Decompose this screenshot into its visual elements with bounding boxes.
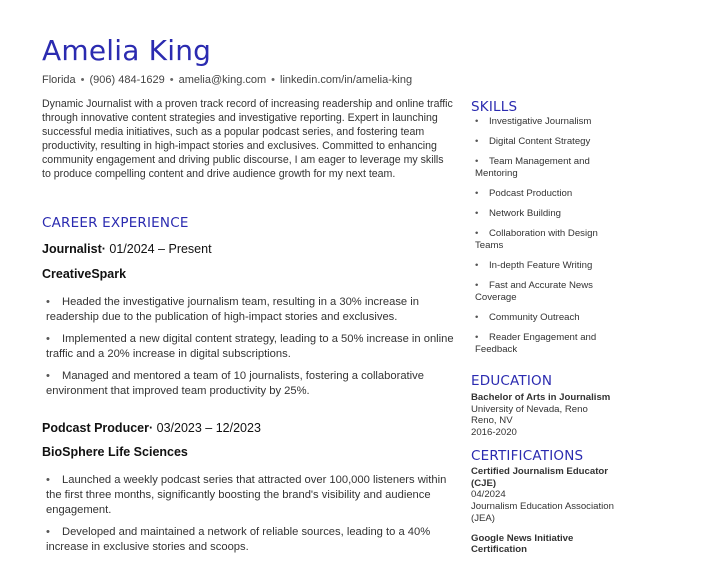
- job-bullet: [46, 295, 456, 325]
- skill-item: [475, 136, 610, 148]
- certification-name: Certified Journalism Educator (CJE): [471, 466, 609, 489]
- company-name: CreativeSpark: [42, 267, 127, 281]
- job-bullet-text: Developed and maintained a network of reliable sources, leading to a 40% increase in exclusive stories and scoops.: [46, 526, 431, 553]
- certification-issuer: Journalism Education Association (JEA): [471, 501, 614, 524]
- location-text: Florida: [42, 74, 76, 86]
- candidate-name: Amelia King: [42, 34, 212, 67]
- contact-line: [42, 74, 412, 86]
- job-bullet-list: [46, 473, 456, 562]
- job-bullet: [46, 369, 456, 399]
- skill-item: [475, 260, 610, 272]
- bullet-dot: •: [475, 136, 479, 147]
- job-title: Podcast Producer: [42, 421, 149, 435]
- contact-separator: •: [271, 74, 276, 86]
- school-name: University of Nevada, Reno: [471, 403, 588, 415]
- career-experience-heading: CAREER EXPERIENCE: [42, 215, 189, 231]
- certifications-list: [471, 466, 621, 556]
- job-bullet-text: Implemented a new digital content strategy, leading to a 50% increase in online traffic and a 20% increase in digital subscriptions.: [46, 333, 454, 360]
- job-bullet-text: Launched a weekly podcast series that attracted over 100,000 listeners within the first three months, significantly boosting the brand's visibility and audience engagement.: [46, 474, 447, 516]
- linkedin-link[interactable]: linkedin.com/in/amelia-king: [280, 74, 413, 86]
- bullet-dot: •: [46, 370, 50, 382]
- certifications-heading: CERTIFICATIONS: [471, 448, 584, 464]
- bullet-dot: •: [46, 474, 50, 486]
- job-dates: 01/2024 – Present: [105, 242, 212, 256]
- bullet-dot: •: [475, 208, 479, 219]
- skill-item: [475, 188, 610, 200]
- bullet-dot: •: [475, 280, 479, 291]
- job-bullet: [46, 332, 456, 362]
- school-location: Reno, NV: [471, 415, 513, 427]
- skill-text: Fast and Accurate News Coverage: [475, 280, 593, 303]
- bullet-dot: •: [475, 260, 479, 271]
- bullet-dot: •: [475, 116, 479, 127]
- certification-name: Google News Initiative Certification: [471, 532, 574, 556]
- bullet-dot: •: [475, 332, 479, 343]
- bullet-dot: •: [46, 526, 50, 538]
- job-dates: 03/2023 – 12/2023: [153, 421, 261, 435]
- bullet-dot: •: [475, 228, 479, 239]
- company-name: BioSphere Life Sciences: [42, 445, 188, 459]
- skill-item: [475, 228, 610, 252]
- skill-text: Investigative Journalism: [489, 116, 592, 127]
- bullet-dot: •: [475, 312, 479, 323]
- job-title-line: Podcast Producer· 03/2023 – 12/2023: [42, 421, 261, 435]
- skill-item: [475, 208, 610, 220]
- skill-text: Team Management and Mentoring: [475, 156, 590, 179]
- education-dates: 2016-2020: [471, 427, 517, 439]
- skill-item: [475, 116, 610, 128]
- degree-name: Bachelor of Arts in Journalism: [471, 392, 611, 403]
- skill-item: [475, 156, 610, 180]
- contact-separator: •: [80, 74, 85, 86]
- skill-item: [475, 312, 610, 324]
- skill-text: Collaboration with Design Teams: [475, 228, 598, 251]
- phone-text: (906) 484-1629: [89, 74, 165, 86]
- bullet-dot: •: [475, 188, 479, 199]
- job-title: Journalist: [42, 242, 102, 256]
- skill-item: [475, 332, 610, 356]
- professional-summary: Dynamic Journalist with a proven track record of increasing readership and online traffic through innovative content strategies and investigative reporting. Expert in launching successful media initiatives, such as a popular podcast series, and fostering team productivity, resulting in high-impact stories and exclusives. Committed to enhancing community engagement and driving public discourse, I am eager to leverage my skills to produce compelling content and drive audience growth for my next team.: [42, 98, 453, 180]
- skill-text: Podcast Production: [489, 188, 573, 199]
- education-heading: EDUCATION: [471, 373, 553, 389]
- contact-separator: •: [169, 74, 174, 86]
- skill-text: In-depth Feature Writing: [489, 260, 593, 271]
- bullet-dot: •: [475, 156, 479, 167]
- education-entry: [471, 392, 621, 439]
- email-link[interactable]: amelia@king.com: [178, 74, 267, 86]
- bullet-dot: •: [46, 296, 50, 308]
- skill-text: Digital Content Strategy: [489, 136, 591, 147]
- skills-list: [475, 116, 610, 364]
- skill-text: Community Outreach: [489, 312, 580, 323]
- skill-text: Network Building: [489, 208, 561, 219]
- job-bullet-text: Headed the investigative journalism team, resulting in a 30% increase in readership due to the publication of high-impact stories and exclusives.: [46, 296, 419, 323]
- skill-text: Reader Engagement and Feedback: [475, 332, 597, 355]
- job-bullet: [46, 525, 456, 555]
- job-bullet: [46, 473, 456, 518]
- skills-heading: SKILLS: [471, 99, 518, 115]
- skill-item: [475, 280, 610, 304]
- bullet-dot: •: [46, 333, 50, 345]
- certification-date: 04/2024: [471, 489, 506, 501]
- job-title-line: Journalist· 01/2024 – Present: [42, 242, 212, 256]
- job-bullet-list: [46, 295, 456, 406]
- job-bullet-text: Managed and mentored a team of 10 journalists, fostering a collaborative environment that improved team productivity by 25%.: [46, 370, 424, 397]
